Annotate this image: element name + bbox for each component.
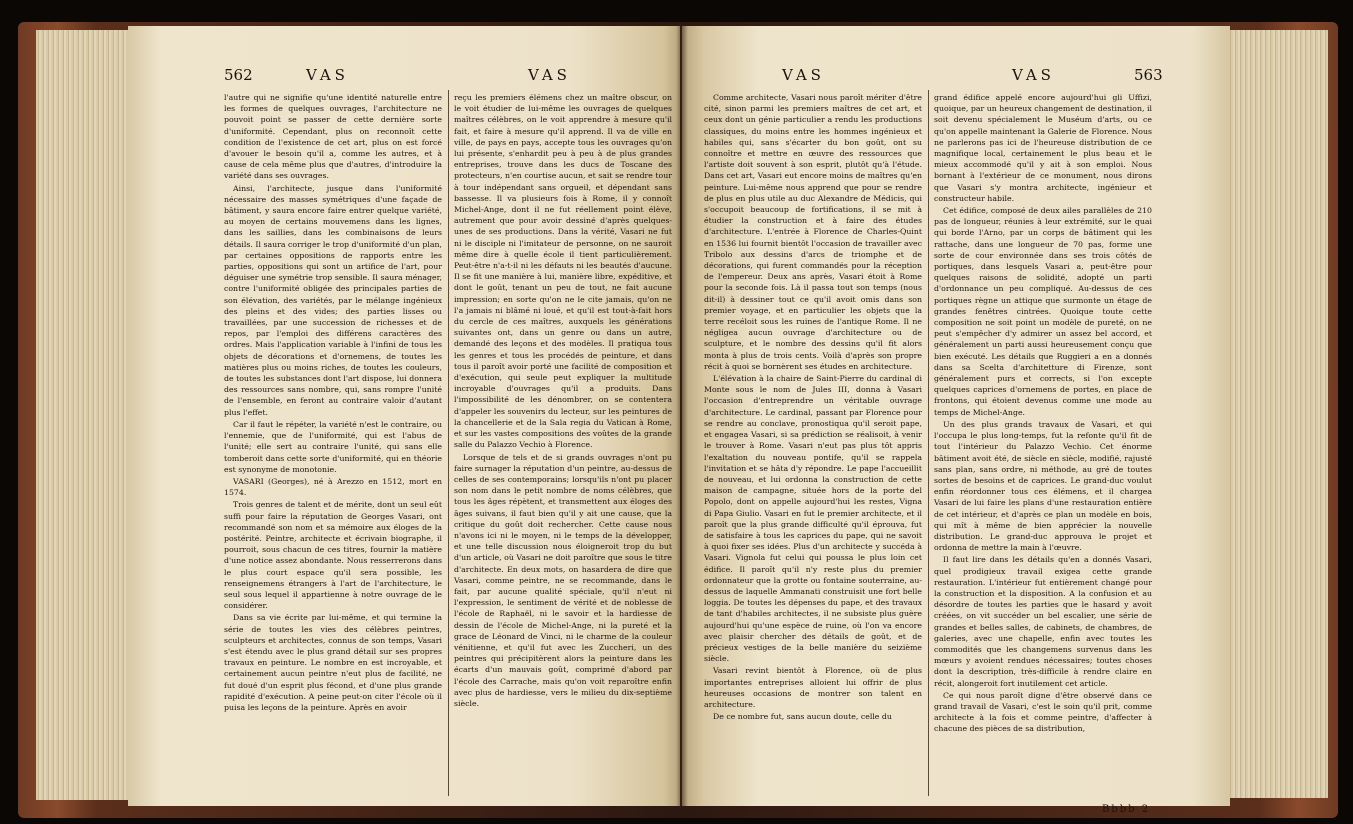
paragraph: L'élévation à la chaire de Saint-Pierre du cardinal di Monte sous le nom de Jules III, donna à Vasari l'occasion d'entreprendre un véritable ouvrage d'architecture. Le cardinal, passant par Florence pour se rendre au conclave, pronostiqua qu'il seroit pape, et engagea Vasari, si sa prédiction se réalisoit, à venir le trouver à Rome. Vasari n'eut pas plus tôt appris l'exaltation du nouveau pontife, qu'il se rappela l'invitation et se hâta d'y répondre. Le pape l'accueillit de nouveau, et lui ordonna la construction de cette maison de campagne, située hors de la porte del Popolo, dont on appelle aujourd'hui les restes, Vigna di Papa Giulio. Vasari en fut le premier architecte, et il paroît que la plus grande difficulté qu'il éprouva, fut de satisfaire à tous les caprices du pape, qui ne savoit à quoi fixer ses idées. Plus d'un architecte y succéda à Vasari. Vignola fut celui qui poussa le plus loin cet édifice. Il paroît qu'il n'y reste plus du premier ordonnateur que la grotte ou fontaine souterraine, au-dessus de laquelle Ammanati construisit une fort belle loggia. De toutes les dépenses du pape, et des travaux de tant d'habiles architectes, il ne subsiste plus guère aujourd'hui qu'une espèce de ruine, où l'on va encore avec plaisir chercher des détails de goût, et de précieux vestiges de la belle manière du seizième siècle. xyxy=(704,374,922,664)
paragraph: Lorsque de tels et de si grands ouvrages n'ont pu faire surnager la réputation d'un peintre, au-dessus de celles de ses contemporains; lorsqu'ils n'ont pu placer son nom dans le petit nombre de noms célèbres, que tous les âges répètent, et transmettent aux éloges des âges suivans, il faut bien qu'il y ait une cause, que la critique du goût doit rechercher. Cette cause nous n'avons ici ni le moyen, ni le temps de la développer, et une telle discussion nous éloigneroit trop du but d'un article, où Vasari ne doit paroître que sous le titre d'architecte. En deux mots, on hasardera de dire que Vasari, comme peintre, ne se recommande, dans le fait, par aucune qualité spéciale, qu'il n'eut ni l'expression, le sentiment de vérité et de noblesse de l'école de Raphaël, ni le savoir et la hardiesse de dessin de l'école de Michel-Ange, ni la pureté et la grace de Léonard de Vinci, ni le charme de la couleur vénitienne, et qu'il fut avec les Zuccheri, un des peintres qui précipitèrent alors la peinture dans les écarts d'un mauvais goût, comprimé d'abord par l'école des Carrache, mais qu'on voit reparoître enfin avec plus de hardiesse, vers le milieu du dix-septième siècle. xyxy=(454,452,672,708)
right-page xyxy=(682,26,1230,815)
text-column-1 xyxy=(704,92,922,796)
column-rule xyxy=(448,90,449,796)
paragraph: Ce qui nous paroît digne d'être observé dans ce grand travail de Vasari, c'est le soin qu'il prit, comme architecte à la fois et comme peintre, d'affecter à chacune des pièces de sa distribution, xyxy=(934,690,1152,734)
signature-mark: Bbbb 2 xyxy=(1102,804,1151,815)
text-column-1 xyxy=(224,92,442,796)
page-edges-left xyxy=(36,30,130,800)
paragraph: Un des plus grands travaux de Vasari, et qui l'occupa le plus long-temps, fut la refonte qu'il fit de tout l'intérieur du Palazzo Vechio. Cet énorme bâtiment avoit été, de siècle en siècle, modifié, rajusté sans plan, sans ordre, ni méthode, au gré de toutes sortes de besoins et de caprices. Le grand-duc voulut enfin réordonner tous ces élémens, et il chargea Vasari de lui faire les plans d'une restauration entière de cet intérieur, et d'après ce plan un modèle en bois, qui mît à même de bien apprécier la nouvelle distribution. Le grand-duc approuva le projet et ordonna de mettre la main à l'œuvre. xyxy=(934,419,1152,553)
paragraph: Comme architecte, Vasari nous paroît mériter d'être cité, sinon parmi les premiers maîtres de cet art, et ceux dont un génie particulier a rendu les productions classiques, du moins entre les hommes ingénieux et habiles qui, sans s'écarter du bon goût, ont su connoître et mettre en œuvre des ressources que l'artiste doit souvent à son esprit, plutôt qu'à l'étude. Dans cet art, Vasari eut encore moins de maîtres qu'en peinture. Lui-même nous apprend que pour se rendre de plus en plus utile au duc Alexandre de Médicis, qui s'occupoit beaucoup de fortifications, il se mit à étudier la construction et à faire des études d'architecture. L'entrée à Florence de Charles-Quint en 1536 lui fournit bientôt l'occasion de travailler avec Tribolo aux dessins d'arcs de triomphe et de décorations, qui furent commandés pour la réception de l'empereur. Deux ans après, Vasari étoit à Rome pour la seconde fois. Là il passa tout son temps (nous dit-il) à dessiner tout ce qu'il avoit omis dans son premier voyage, et en particulier les objets que la terre recéloit sous les ruines de l'antique Rome. Il ne négligea aucun ouvrage d'architecture ou de sculpture, et le nombre des dessins qu'il fit alors monta à plus de trois cents. Voilà d'après son propre récit à quoi se bornèrent ses études en architecture. xyxy=(704,93,922,371)
entry-heading: VASARI (Georges), né à Arezzo en 1512, mort en 1574. xyxy=(224,476,442,498)
paragraph: Trois genres de talent et de mérite, dont un seul eût suffi pour faire la réputation de Georges Vasari, ont recommandé son nom et sa mémoire aux éloges de la postérité. Peintre, architecte et écrivain biographe, il pourroit, sous chacun de ces titres, fournir la matière d'une notice assez abondante. Nous resserrerons dans le plus court espace qu'il sera possible, les renseignemens étrangers à l'art de l'architecture, le seul sous lequel il appartienne à notre ouvrage de le considérer. xyxy=(224,500,442,611)
paragraph: De ce nombre fut, sans aucun doute, celle du xyxy=(713,712,892,722)
book-gutter xyxy=(676,26,688,806)
column-rule xyxy=(928,90,929,796)
paragraph: l'autre qui ne signifie qu'une identité naturelle entre les formes de quelques ouvrages, l'architecture ne pouvoit point se passer de cette dernière sorte d'uniformité. Cependant, plus on reconnoît cette condition de l'existence de cet art, plus on est forcé d'avouer le besoin qu'il a, comme les autres, et à cause de cela même plus que d'autres, d'introduire la variété dans ses ouvrages. xyxy=(224,93,442,181)
paragraph: Vasari revint bientôt à Florence, où de plus importantes entreprises alloient lui offrir de plus heureuses occasions de montrer son talent en architecture. xyxy=(704,666,922,709)
paragraph: Cet édifice, composé de deux ailes parallèles de 210 pas de longueur, réunies à leur extrémité, sur le quai qui borde l'Arno, par un corps de bâtiment qui les rattache, dans une longueur de 70 pas, forme une sorte de cour environnée dans ses trois côtés de portiques, dans lesquels Vasari a, peut-être pour quelques raisons de solidité, adopté un parti d'ordonnance un peu compliqué. Au-dessus de ces portiques règne un attique que surmonte un étage de grandes fenêtres cintrées. Quoique toute cette composition ne soit point un modèle de pureté, on ne peut s'empêcher d'y admirer un assez bel accord, et généralement un parti aussi heureusement conçu que bien exécuté. Les détails que Ruggieri a en a donnés dans sa Scelta d'architetture di Firenze, sont généralement purs et corrects, si l'on excepte quelques caprices d'ornemens de portes, en place de frontons, qui étoient devenus comme une mode au temps de Michel-Ange. xyxy=(934,206,1152,417)
running-header-left: VAS xyxy=(306,66,349,84)
paragraph: Il faut lire dans les détails qu'en a donnés Vasari, quel prodigieux travail exigea cette grande restauration. L'intérieur fut entièrement changé pour la construction et la disposition. A la confusion et au désordre de toutes les parties que le hasard y avoit créées, on vit succéder un bel escalier, une série de grandes et belles salles, de cabinets, de chambres, de galeries, avec une chapelle, enfin avec toutes les commodités que les changemens survenus dans les mœurs y avoient rendues nécessaires; toutes choses dont la description, très-difficile à rendre claire en récit, alongeroit fort inutilement cet article. xyxy=(934,555,1152,688)
paragraph: grand édifice appelé encore aujourd'hui gli Uffizi, quoique, par un heureux changement de destination, il soit devenu spécialement le Muséum d'arts, ou ce qu'on appelle maintenant la Galerie de Florence. Nous ne parlerons pas ici de l'heureuse distribution de ce magnifique local, certainement le plus beau et le mieux accommodé qu'il y ait à son emploi. Nous bornant à l'extérieur de ce monument, nous dirons que Vasari s'y montra architecte, ingénieur et constructeur habile. xyxy=(934,93,1152,203)
paragraph: Ainsi, l'architecte, jusque dans l'uniformité nécessaire des masses symétriques d'une façade de bâtiment, y saura encore faire entrer quelque variété, au moyen de certains mouvemens dans les lignes, dans les saillies, dans les combinaisons de leurs détails. Il saura corriger le trop d'uniformité d'un plan, par certaines oppositions de rapports entre les parties, oppositions qui sont un artifice de l'art, pour déguiser une symétrie trop sensible. Il saura ménager, contre l'uniformité obligée des principales parties de son élévation, des variétés, par le mélange ingénieux des pleins et des vides; des parties lisses ou travaillées, par une succession de richesses et de repos, par l'emploi des différens caractères des ordres. Mais l'application variable à l'infini de tous les objets de décorations et d'ornemens, de toutes les matières plus ou moins riches, de toutes les couleurs, de toutes les substances dont l'art dispose, lui donnera des ressources sans nombre, qui, sans rompre l'unité de l'ensemble, en feront au contraire valoir d'autant plus l'effet. xyxy=(224,183,442,417)
page-number: 563 xyxy=(1134,66,1163,84)
text-column-2 xyxy=(454,92,672,796)
text-column-2 xyxy=(934,92,1152,796)
running-header-left: VAS xyxy=(782,66,825,84)
paragraph: Dans sa vie écrite par lui-même, et qui termine la série de toutes les vies des célèbres peintres, sculpteurs et architectes, connus de son temps, Vasari s'est étendu avec le plus grand détail sur ses propres travaux en peinture. Le nombre en est incroyable, et certainement aucun peintre n'eut plus de facilité, ne fut doué d'un esprit plus fécond, et d'une plus grande rapidité d'exécution. A peine peut-on citer l'école où il puisa les leçons de la peinture. Après en avoir xyxy=(224,613,442,712)
paragraph: reçu les premiers élémens chez un maître obscur, on le voit étudier de lui-même les ouvrages de quelques maîtres célèbres, on le voit apprendre à mesure qu'il fait, et faire à mesure qu'il apprend. Il va de ville en ville, de pays en pays, accepte tous les ouvrages qu'on lui présente, s'enhardit peu à peu à de plus grandes entreprises, trouve dans les ducs de Toscane des protecteurs, n'en courtise aucun, et sait se rendre tour à tour indépendant sans orgueil, et dépendant sans bassesse. Il va plusieurs fois à Rome, il y connoît Michel-Ange, dont il ne fut réellement point élève, autrement que pour avoir dessiné d'après quelques-unes de ses productions. Dans la vérité, Vasari ne fut ni le disciple ni l'imitateur de personne, on ne sauroit même dire à quelle école il tient particulièrement. Peut-être n'a-t-il ni les défauts ni les beautés d'aucune. Il se fit une manière à lui, manière libre, expéditive, et dont le goût, tenant un peu de tout, ne fait aucune impression; en sorte qu'on ne le cite jamais, qu'on ne l'a jamais ni blâmé ni loué, et qu'il est tout-à-fait hors du cercle de ces maîtres, auxquels les générations suivantes ont, dans un genre ou dans un autre, demandé des leçons et des modèles. Il pratiqua tous les genres et tous les procédés de peinture, et dans tous il paroît avoir porté une facilité de composition et d'exécution, qui seule peut expliquer la multitude incroyable d'ouvrages qu'il a produits. Dans l'impossibilité de les dénombrer, on se contentera d'appeler les souvenirs du lecteur, sur les peintures de la chancellerie et de la Sala regia du Vatican à Rome, et sur les vastes compositions des voûtes de la grande salle du Palazzo Vechio à Florence. xyxy=(454,93,672,450)
page-edges-right xyxy=(1228,30,1328,798)
page-number: 562 xyxy=(224,66,253,84)
running-header-right: VAS xyxy=(1012,66,1055,84)
paragraph: Car il faut le répéter, la variété n'est le contraire, ou l'ennemie, que de l'uniformité, qui est l'abus de l'unité; elle sert au contraire l'unité, qui sans elle tomberoit dans cette sorte d'uniformité, qui en théorie est synonyme de monotonie. xyxy=(224,419,442,474)
left-page xyxy=(128,26,680,806)
running-header-right: VAS xyxy=(528,66,571,84)
